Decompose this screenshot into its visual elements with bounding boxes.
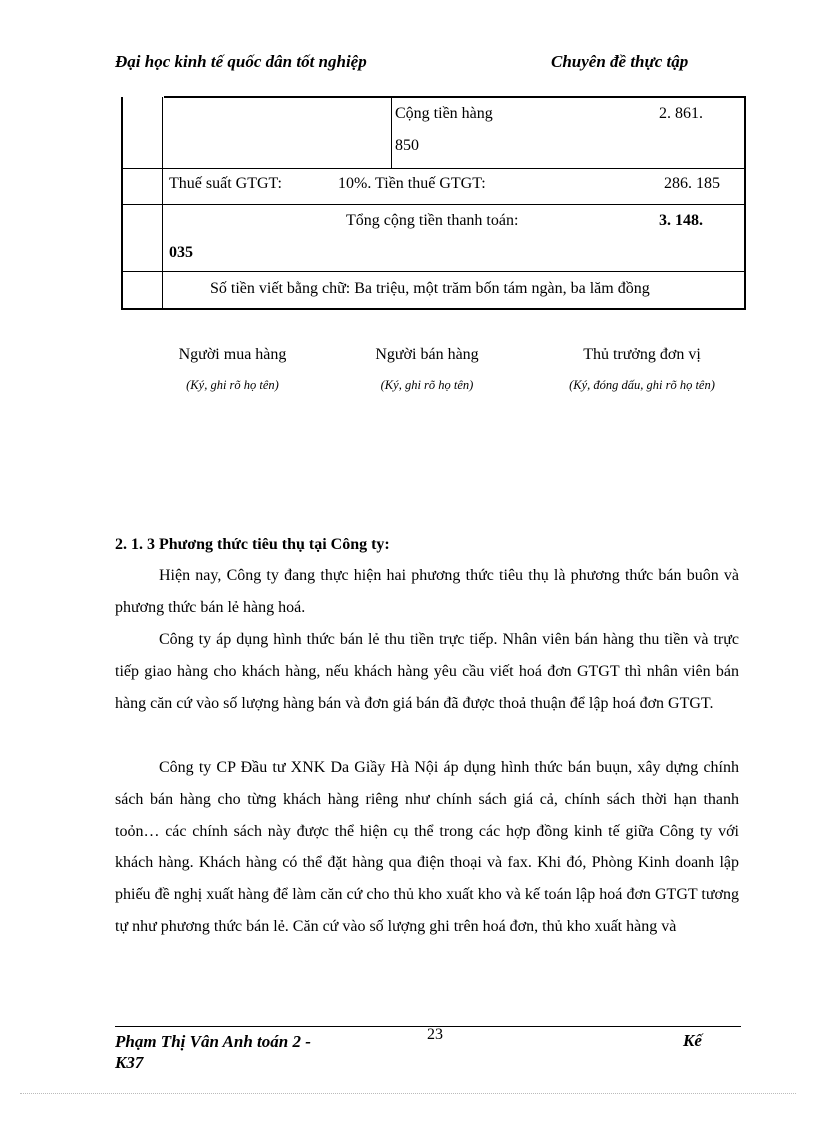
signature-note: (Ký, đóng dấu, ghi rõ họ tên) [569,378,715,392]
section-title: 2. 1. 3 Phương thức tiêu thụ tại Công ty: [115,536,390,553]
signature-note: (Ký, ghi rõ họ tên) [380,378,474,392]
table-inner-divider [391,97,392,168]
header-left: Đại học kinh tế quốc dân tốt nghiệp [115,52,367,71]
total-value-continued: 035 [169,244,193,261]
paragraph [115,624,739,719]
table-row-divider [121,168,746,169]
subtotal-label: Cộng tiền hàng [395,105,493,122]
signature-buyer [150,345,315,393]
paragraph-text: Công ty áp dụng hình thức bán lẻ thu tiền trực tiếp. Nhân viên bán hàng thu tiền và trực tiếp giao hàng cho khách hàng, nếu khách hàng yêu cầu viết hoá đơn GTGT thì nhân viên bán hàng căn cứ vào số lượng hàng bán và đơn giá bán đã được thoả thuận để lập hoá đơn GTGT. [115,631,739,712]
page-number: 23 [427,1026,443,1043]
signature-title: Thủ trưởng đơn vị [583,346,701,363]
footer-right: Kế [683,1031,702,1050]
vat-rate-value: 10%. Tiền thuế GTGT: [338,175,486,192]
table-row-divider [121,271,746,272]
total-label: Tổng cộng tiền thanh toán: [346,212,519,229]
subtotal-value-continued: 850 [395,137,419,154]
invoice-table [121,97,746,310]
paragraph-text: Hiện nay, Công ty đang thực hiện hai phương thức tiêu thụ là phương thức bán buôn và phương thức bán lẻ hàng hoá. [115,567,739,616]
vat-rate-label: Thuế suất GTGT: [169,175,282,192]
paragraph-text: Công ty CP Đầu tư XNK Da Giầy Hà Nội áp dụng hình thức bán buụn, xây dựng chính sách bán hàng cho từng khách hàng riêng như chính sách giá cả, chính sách thời hạn thanh toỏn… các chính sách này được thể hiện cụ thể trong các hợp đồng kinh tế giữa Công ty với khách hàng. Khách hàng có thể đặt hàng qua điện thoại và fax. Khi đó, Phòng Kinh doanh lập phiếu đề nghị xuất hàng để làm căn cứ cho thủ kho xuất kho và kế toán lập hoá đơn GTGT tương tự như phương thức bán lẻ. Căn cứ vào số lượng ghi trên hoá đơn, thủ kho xuất hàng và [115,759,739,935]
signature-director [537,345,747,393]
signature-seller [342,345,512,393]
signature-title: Người mua hàng [178,346,287,363]
header-right: Chuyên đề thực tập [551,52,689,71]
paragraph [115,560,739,624]
paragraph [115,752,739,943]
signature-title: Người bán hàng [375,346,479,363]
table-row-divider [121,204,746,205]
subtotal-value: 2. 861. [659,105,703,122]
total-value: 3. 148. [659,212,703,229]
footer-left: Phạm Thị Vân Anh toán 2 - K37 [115,1032,311,1072]
vat-amount: 286. 185 [664,175,720,192]
amount-in-words: Số tiền viết bằng chữ: Ba triệu, một trăm bốn tám ngàn, ba lăm đồng [210,280,650,297]
table-bottom-border [121,308,746,310]
page-bottom-edge [20,1093,796,1094]
signature-note: (Ký, ghi rõ họ tên) [186,378,279,392]
